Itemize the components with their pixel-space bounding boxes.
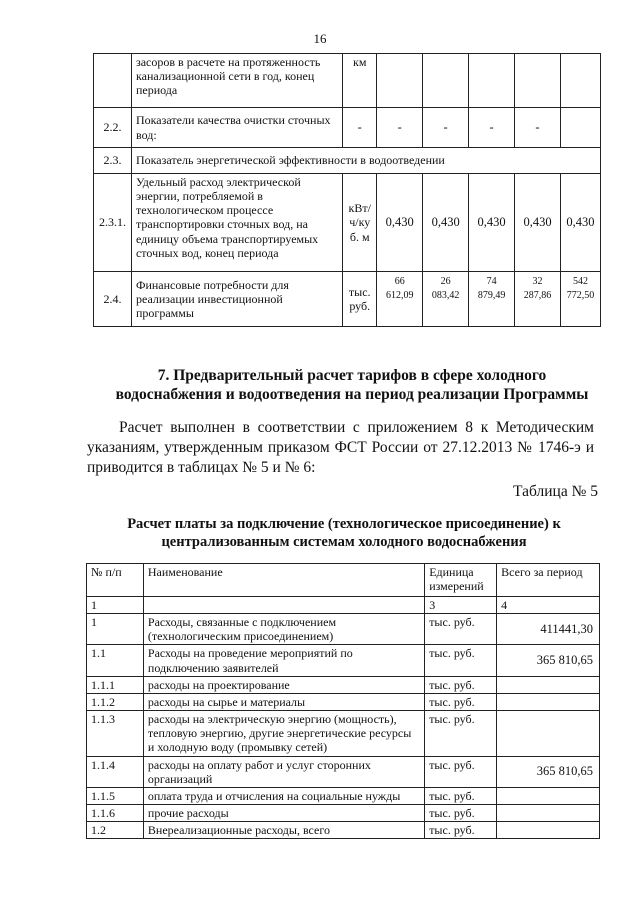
row-number: 1.1.6 (87, 805, 144, 822)
row-unit: тыс. руб. (425, 614, 497, 645)
row-unit: тыс. руб. (425, 822, 497, 839)
row-name: оплата труда и отчисления на социальные нужды (143, 787, 424, 804)
index-cell: 3 (425, 597, 497, 614)
indicator-name: засоров в расчете на протяженность канализационной сети в год, конец периода (131, 54, 342, 108)
row-unit: тыс. руб. (425, 676, 497, 693)
table-row (94, 54, 601, 108)
row-number: 1 (87, 614, 144, 645)
row-number: 1.1.3 (87, 711, 144, 756)
table-row (94, 148, 601, 174)
value-cell: - (377, 108, 423, 148)
row-unit: тыс. руб. (425, 805, 497, 822)
unit-cell: км (343, 54, 377, 108)
table-row (87, 822, 600, 839)
index-cell: 4 (497, 597, 600, 614)
table-row (87, 711, 600, 756)
row-number: 1.1.5 (87, 787, 144, 804)
row-total: 411441,30 (497, 614, 600, 645)
row-name: расходы на электрическую энергию (мощность), тепловую энергию, другие энергетические ресурсы и холодную воду (промывку сетей) (143, 711, 424, 756)
row-total (497, 693, 600, 710)
header-unit: Единица измерений (425, 564, 497, 597)
table-5-title: Расчет платы за подключение (технологическое присоединение) к централизованным системам холодного водоснабжения (127, 516, 561, 550)
row-number: 2.2. (94, 108, 132, 148)
index-cell: 1 (87, 597, 144, 614)
row-number: 1.1.1 (87, 676, 144, 693)
row-number: 2.4. (94, 272, 132, 327)
row-number: 1.1 (87, 645, 144, 676)
row-unit: тыс. руб. (425, 711, 497, 756)
table-row (87, 614, 600, 645)
table-row (94, 108, 601, 148)
unit-cell: - (343, 108, 377, 148)
indicators-table (93, 53, 601, 327)
row-name: расходы на сырье и материалы (143, 693, 424, 710)
value-cell: 66 612,09 (377, 272, 423, 327)
value-cell: 0,430 (377, 174, 423, 272)
row-number: 1.2 (87, 822, 144, 839)
value-cell (560, 108, 600, 148)
row-name: прочие расходы (143, 805, 424, 822)
header-num: № п/п (87, 564, 144, 597)
indicator-name: Удельный расход электрической энергии, потребляемой в технологическом процессе транспортировки сточных вод, на единицу объема транспортируемых сточных вод, конец периода (131, 174, 342, 272)
row-number: 2.3. (94, 148, 132, 174)
value-cell: 26 083,42 (423, 272, 469, 327)
value-cell: - (515, 108, 561, 148)
row-name: Расходы на проведение мероприятий по подключению заявителей (143, 645, 424, 676)
header-name: Наименование (143, 564, 424, 597)
table-row (87, 676, 600, 693)
row-total (497, 822, 600, 839)
row-unit: тыс. руб. (425, 756, 497, 787)
table-row (94, 272, 601, 327)
value-cell: 542 772,50 (560, 272, 600, 327)
value-cell: 0,430 (515, 174, 561, 272)
connection-fee-table (86, 563, 600, 839)
row-total (497, 711, 600, 756)
value-cell: 0,430 (560, 174, 600, 272)
table-row (94, 174, 601, 272)
index-cell (143, 597, 424, 614)
row-total: 365 810,65 (497, 756, 600, 787)
row-number: 2.3.1. (94, 174, 132, 272)
row-name: расходы на проектирование (143, 676, 424, 693)
table-row (87, 645, 600, 676)
row-number: 1.1.4 (87, 756, 144, 787)
row-unit: тыс. руб. (425, 645, 497, 676)
row-total (497, 676, 600, 693)
table-index-row (87, 597, 600, 614)
row-unit: тыс. руб. (425, 693, 497, 710)
section-7-paragraph: Расчет выполнен в соответствии с приложением 8 к Методическим указаниям, утвержденным приказом ФСТ России от 27.12.2013 № 1746-э и приводится в таблицах № 5 и № 6: (87, 419, 594, 477)
indicator-name: Финансовые потребности для реализации инвестиционной программы (131, 272, 342, 327)
row-unit: тыс. руб. (425, 787, 497, 804)
value-cell: - (469, 108, 515, 148)
table-row (87, 693, 600, 710)
row-number: 1.1.2 (87, 693, 144, 710)
value-cell: 0,430 (423, 174, 469, 272)
table-row (87, 756, 600, 787)
value-cell: 0,430 (469, 174, 515, 272)
row-total: 365 810,65 (497, 645, 600, 676)
value-cell (515, 54, 561, 108)
value-cell (423, 54, 469, 108)
unit-cell: тыс. руб. (343, 272, 377, 327)
value-cell: 74 879,49 (469, 272, 515, 327)
row-name: Внереализационные расходы, всего (143, 822, 424, 839)
table-5-label: Таблица № 5 (513, 483, 598, 500)
value-cell (560, 54, 600, 108)
page-number: 16 (313, 31, 327, 46)
header-total: Всего за период (497, 564, 600, 597)
value-cell (377, 54, 423, 108)
row-name: Расходы, связанные с подключением (технологическим присоединением) (143, 614, 424, 645)
section-7-heading: 7. Предварительный расчет тарифов в сфере холодного водоснабжения и водоотведения на период реализации Программы (115, 367, 589, 403)
row-total (497, 787, 600, 804)
table-row (87, 787, 600, 804)
indicator-name: Показатель энергетической эффективности в водоотведении (131, 148, 600, 174)
indicator-name: Показатели качества очистки сточных вод: (131, 108, 342, 148)
value-cell (469, 54, 515, 108)
table-header-row (87, 564, 600, 597)
value-cell: - (423, 108, 469, 148)
row-total (497, 805, 600, 822)
table-row (87, 805, 600, 822)
row-name: расходы на оплату работ и услуг сторонних организаций (143, 756, 424, 787)
unit-cell: кВт/ ч/ку б. м (343, 174, 377, 272)
row-number (94, 54, 132, 108)
value-cell: 32 287,86 (515, 272, 561, 327)
